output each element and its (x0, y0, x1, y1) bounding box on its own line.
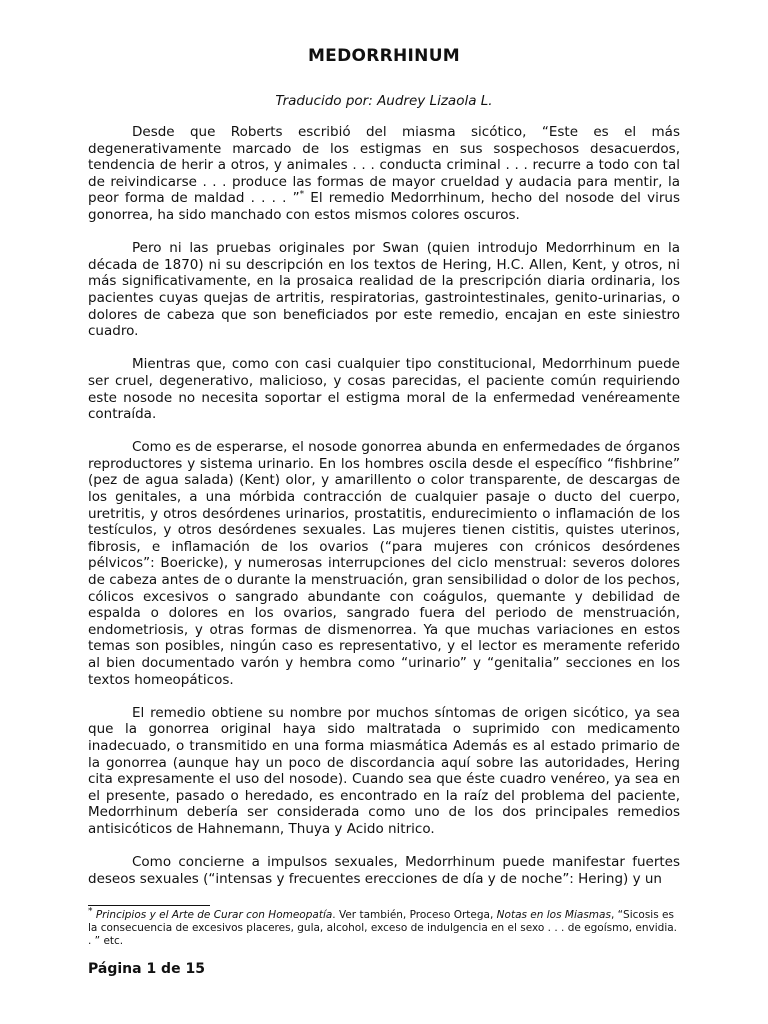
footnote-marker: * (88, 906, 93, 917)
paragraph-5: El remedio obtiene su nombre por muchos síntomas de origen sicótico, ya sea que la gonorrea original haya sido maltratada o suprimido con medicamento inadecuado, o transmitido en una forma miasmática Además es al estado primario de la gonorrea (aunque hay un poco de discordancia aquí sobre las autoridades, Hering cita expresamente el uso del nosode). Cuando sea que éste cuadro venéreo, ya sea en el presente, pasado o heredado, es encontrado en la raíz del problema del paciente, Medorrhinum debería ser considerada como uno de los dos principales remedios antisicóticos de Hahnemann, Thuya y Acido nitrico. (88, 704, 680, 837)
footnote-divider (88, 905, 210, 906)
footnote-second-title: Notas en los Miasmas (496, 909, 611, 921)
paragraph-1 (88, 124, 680, 224)
paragraph-2: Pero ni las pruebas originales por Swan (quien introdujo Medorrhinum en la década de 1870) ni su descripción en los textos de Hering, H.C. Allen, Kent, y otros, ni más significativamente, en la prosaica realidad de la prescripción diaria ordinaria, los pacientes cuyas quejas de artritis, respiratorias, gastrointestinales, genito-urinarias, o dolores de cabeza que son beneficiados por este remedio, encajan en este siniestro cuadro. (88, 240, 680, 340)
paragraph-3: Mientras que, como con casi cualquier tipo constitucional, Medorrhinum puede ser cruel, degenerativo, malicioso, y cosas parecidas, el paciente común requiriendo este nosode no necesita soportar el estigma moral de la enfermedad venéreamente contraída. (88, 356, 680, 423)
translator-credit: Traducido por: Audrey Lizaola L. (275, 93, 493, 109)
footnote-quote: , “Sicosis es la consecuencia de excesivos placeres, gula, alcohol, exceso de indulgencia en el sexo . . . de egoísmo, envidia. . ” etc. (88, 909, 678, 947)
footnote (88, 906, 680, 947)
paragraph-1-text: Desde que Roberts escribió del miasma sicótico, “Este es el más degenerativamente marcado de los estigmas en sus sospechosos desacuerdos, tendencia de herir a otros, y animales . . . conducta criminal . . . recurre a todo con tal de reivindicarse . . . produce las formas de mayor crueldad y audacia para mentir, la peor forma de maldad . . . . ” (88, 124, 680, 207)
paragraph-4: Como es de esperarse, el nosode gonorrea abunda en enfermedades de órganos reproductores y sistema urinario. En los hombres oscila desde el específico “fishbrine” (pez de agua salada) (Kent) olor, y amarillento o color transparente, de descargas de los genitales, a una mórbida contracción de cualquier pasaje o ducto del cuerpo, uretritis, y otros desórdenes urinarios, prostatitis, endurecimiento o inflamación de los testículos, y otros desórdenes sexuales. Las mujeres tienen cistitis, quistes uterinos, fibrosis, e inflamación de los ovarios (“para mujeres con crónicos desórdenes pélvicos”: Boericke), y numerosas interrupciones del ciclo menstrual: severos dolores de cabeza antes de o durante la menstruación, gran sensibilidad o dolor de los pechos, cólicos excesivos o sangrado abundante con coágulos, quemante y debilidad de espalda o dolores en los ovarios, sangrado fuera del periodo de menstruación, endometriosis, y otras formas de dismenorrea. Ya que muchas variaciones en estos temas son posibles, ningún caso es representativo, y el lector es meramente referido al bien documentado varón y hembra como “urinario” y “genitalia” secciones en los textos homeopáticos. (88, 439, 680, 688)
document-title: MEDORRHINUM (307, 46, 461, 66)
footnote-source-title: Principios y el Arte de Curar con Homeopatía (95, 909, 333, 921)
body-text (88, 124, 680, 904)
paragraph-6: Como concierne a impulsos sexuales, Medorrhinum puede manifestar fuertes deseos sexuales (“intensas y frecuentes erecciones de día y de noche”: Hering) y un (88, 854, 680, 887)
footnote-middle: . Ver también, Proceso Ortega, (332, 909, 497, 921)
page-number: Página 1 de 15 (88, 961, 205, 977)
paragraph-1-continuation: El remedio Medorrhinum, hecho del nosode del virus gonorrea, ha sido manchado con estos mismos colores oscuros. (88, 190, 680, 223)
footnote-reference[interactable]: * (299, 189, 305, 200)
